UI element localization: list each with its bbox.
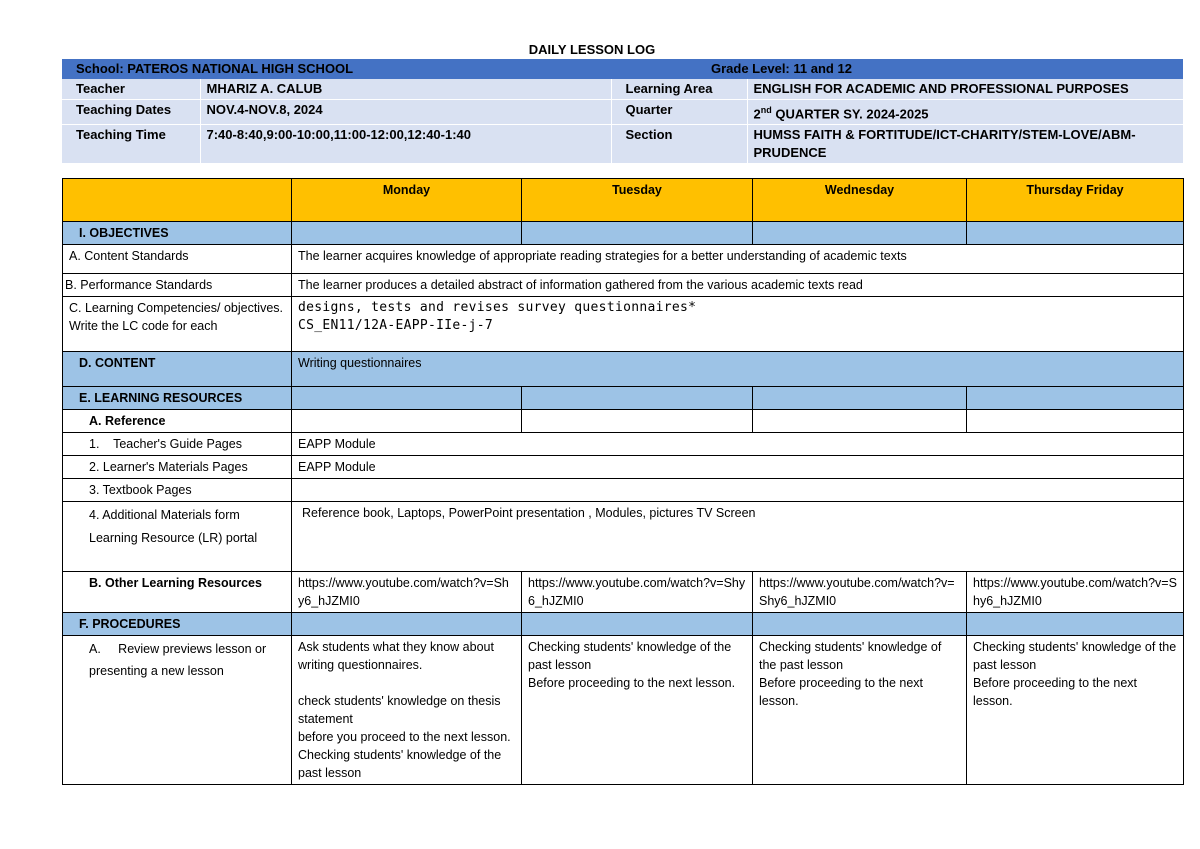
day-monday: Monday [292,179,522,222]
dates-value: NOV.4-NOV.8, 2024 [200,100,611,125]
review-monday-line: check students' knowledge on thesis statement [298,694,501,726]
review-monday [292,636,522,785]
review-tuesday [522,636,753,785]
tb-label: 3. Textbook Pages [63,479,292,502]
content-standards-label: A. Content Standards [63,245,292,274]
tb-row [63,479,1184,502]
area-value: ENGLISH FOR ACADEMIC AND PROFESSIONAL PURPOSES [747,79,1183,100]
objectives-heading-row [63,222,1184,245]
dates-label: Teaching Dates [62,100,200,125]
competencies-row [63,297,1184,352]
performance-standards-label: B. Performance Standards [63,274,292,297]
tg-value: EAPP Module [292,433,1184,456]
content-standards-row [63,245,1184,274]
lm-label: 2. Learner's Materials Pages [63,456,292,479]
quarter-rest: QUARTER SY. 2024-2025 [775,106,929,122]
review-monday-line: Checking students' knowledge of the past lesson [298,748,502,780]
performance-standards-value: The learner produces a detailed abstract of information gathered from the various academic texts read [292,274,1184,297]
area-label: Learning Area [611,79,747,100]
header-info-table [62,59,1183,164]
content-standards-value: The learner acquires knowledge of appropriate reading strategies for a better understanding of academic texts [292,245,1184,274]
header-teacher-row [62,79,1183,100]
competency-line2: CS_EN11/12A-EAPP-IIe-j-7 [298,318,494,333]
resources-heading-row [63,387,1184,410]
blank-cell [522,387,753,410]
lm-row [63,456,1184,479]
teacher-value: MHARIZ A. CALUB [200,79,611,100]
lesson-table [62,178,1184,785]
review-thursday-line: Before proceeding to the next lesson. [973,676,1138,708]
other-resource-link[interactable]: https://www.youtube.com/watch?v=Shy6_hJZMI0 [967,572,1184,613]
content-value: Writing questionnaires [292,352,1184,387]
tg-label: 1. Teacher's Guide Pages [63,433,292,456]
other-resources-label: B. Other Learning Resources [63,572,292,613]
review-wednesday [753,636,967,785]
review-thursday [967,636,1184,785]
school-value: PATEROS NATIONAL HIGH SCHOOL [127,61,354,76]
competencies-label: C. Learning Competencies/ objectives. Write the LC code for each [63,297,292,352]
blank-cell [967,222,1184,245]
blank-cell [753,410,967,433]
objectives-heading: I. OBJECTIVES [63,222,292,245]
time-label: Teaching Time [62,125,200,164]
tb-value [292,479,1184,502]
other-resource-link[interactable]: https://www.youtube.com/watch?v=Shy6_hJZMI0 [753,572,967,613]
resources-heading: E. LEARNING RESOURCES [63,387,292,410]
blank-cell [292,222,522,245]
review-label: A. Review previews lesson or presenting a new lesson [63,636,292,785]
review-monday-line: before you proceed to the next lesson. [298,730,511,744]
review-tuesday-line: Checking students' knowledge of the past lesson [528,640,732,672]
quarter-sup: nd [760,105,772,115]
grade-label: Grade Level: [711,61,790,76]
header-time-row [62,125,1183,164]
blank-cell [753,222,967,245]
days-corner [63,179,292,222]
blank-cell [753,613,967,636]
blank-cell [292,410,522,433]
blank-cell [753,387,967,410]
time-value: 7:40-8:40,9:00-10:00,11:00-12:00,12:40-1:40 [200,125,611,164]
lm-value: EAPP Module [292,456,1184,479]
reference-label: A. Reference [63,410,292,433]
school-label: School: [76,61,124,76]
blank-cell [522,613,753,636]
review-row [63,636,1184,785]
other-resource-link[interactable]: https://www.youtube.com/watch?v=Shy6_hJZMI0 [522,572,753,613]
other-resource-link[interactable]: https://www.youtube.com/watch?v=Shy6_hJZMI0 [292,572,522,613]
header-dates-row [62,100,1183,125]
blank-cell [967,410,1184,433]
additional-materials-row [63,502,1184,572]
teacher-label: Teacher [62,79,200,100]
grade-cell [611,59,1183,79]
additional-materials-label: 4. Additional Materials form Learning Resource (LR) portal [63,502,292,572]
grade-value: 11 and 12 [793,61,852,76]
blank-cell [522,410,753,433]
section-label: Section [611,125,747,164]
review-thursday-line: Checking students' knowledge of the past lesson [973,640,1177,672]
header-school-row [62,59,1183,79]
blank-cell [292,613,522,636]
page-title: DAILY LESSON LOG [528,42,656,57]
tg-row [63,433,1184,456]
content-heading: D. CONTENT [63,352,292,387]
day-wednesday: Wednesday [753,179,967,222]
blank-cell [292,387,522,410]
procedures-heading-row [63,613,1184,636]
day-tuesday: Tuesday [522,179,753,222]
reference-row [63,410,1184,433]
day-thursday-friday: Thursday Friday [967,179,1184,222]
procedures-heading: F. PROCEDURES [63,613,292,636]
quarter-label: Quarter [611,100,747,125]
competency-line1: designs, tests and revises survey questionnaires* [298,300,697,315]
days-row [63,179,1184,222]
blank-cell [967,613,1184,636]
review-tuesday-line: Before proceeding to the next lesson. [528,676,736,690]
quarter-num: 2 [753,106,761,122]
content-row [63,352,1184,387]
additional-materials-value: Reference book, Laptops, PowerPoint presentation , Modules, pictures TV Screen [292,502,1184,572]
blank-cell [522,222,753,245]
competencies-value [292,297,1184,352]
school-cell [62,59,611,79]
blank-cell [967,387,1184,410]
quarter-value [747,100,1183,125]
review-monday-line: Ask students what they know about writing questionnaires. [298,640,494,672]
performance-standards-row [63,274,1184,297]
other-resources-row [63,572,1184,613]
review-wednesday-line: Before proceeding to the next lesson. [759,676,924,708]
review-wednesday-line: Checking students' knowledge of the past lesson [759,640,942,672]
section-value: HUMSS FAITH & FORTITUDE/ICT-CHARITY/STEM-LOVE/ABM-PRUDENCE [747,125,1183,164]
review-monday-line [298,674,515,692]
